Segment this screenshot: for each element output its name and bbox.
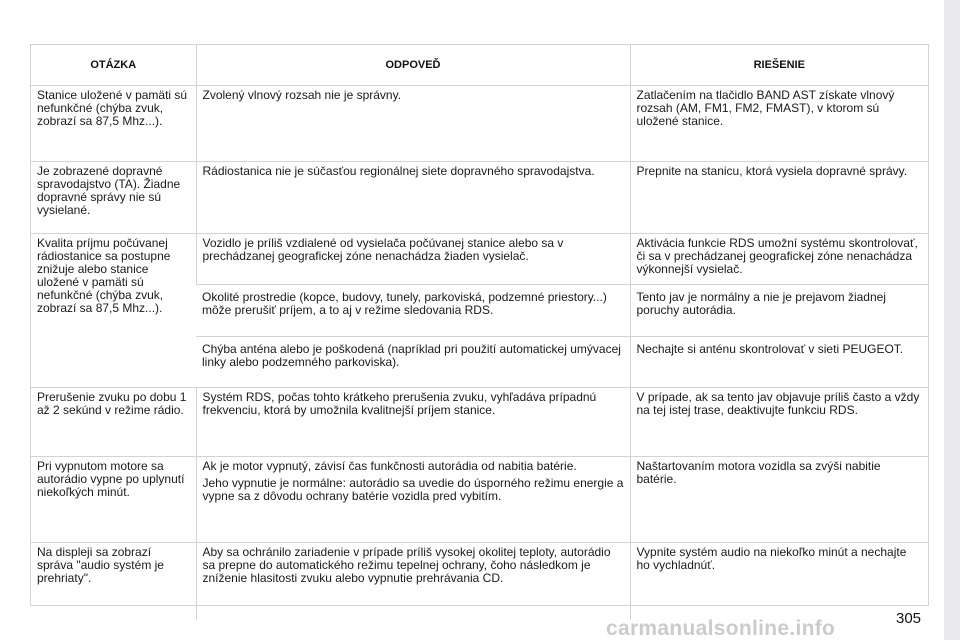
- troubleshooting-table: [30, 44, 929, 606]
- table-row: [31, 543, 928, 621]
- header-solution: RIEŠENIE: [630, 45, 928, 86]
- solution-cell: Aktivácia funkcie RDS umožní systému skontrolovať, či sa v prechádzanej geografickej zóne nenachádza výkonnejší vysielač.: [630, 234, 928, 285]
- answer-cell: Systém RDS, počas tohto krátkeho prerušenia zvuku, vyhľadáva prípadnú frekvenciu, ktorá by umožnila kvalitnejší príjem stanice.: [196, 388, 630, 457]
- answer-cell: [196, 457, 630, 543]
- solution-cell: V prípade, ak sa tento jav objavuje príliš často a vždy na tej istej trase, deaktivujte funkciu RDS.: [630, 388, 928, 457]
- answer-cell: Aby sa ochránilo zariadenie v prípade príliš vysokej okolitej teploty, autorádio sa prepne do automatického režimu tepelnej ochrany, čoho následkom je zníženie hlasitosti zvuku alebo vypnutie prehrávania CD.: [196, 543, 630, 621]
- header-answer: ODPOVEĎ: [196, 45, 630, 86]
- answer-cell: Vozidlo je príliš vzdialené od vysielača počúvanej stanice alebo sa v prechádzanej geografickej zóne nenachádza žiaden vysielač.: [196, 234, 630, 285]
- table-row: [31, 388, 928, 457]
- solution-cell: Tento jav je normálny a nie je prejavom žiadnej poruchy autorádia.: [630, 285, 928, 337]
- page-number: 305: [896, 610, 922, 627]
- solution-cell: Zatlačením na tlačidlo BAND AST získate vlnový rozsah (AM, FM1, FM2, FMAST), v ktorom sú uložené stanice.: [630, 86, 928, 162]
- question-cell: Stanice uložené v pamäti sú nefunkčné (chýba zvuk, zobrazí sa 87,5 Mhz...).: [31, 86, 196, 162]
- question-cell: Kvalita príjmu počúvanej rádiostanice sa postupne znižuje alebo stanice uložené v pamäti sú nefunkčné (chýba zvuk, zobrazí sa 87,5 Mhz...).: [31, 234, 196, 388]
- answer-cell: Chýba anténa alebo je poškodená (napríklad pri použití automatickej umývacej linky alebo podzemného parkoviska).: [196, 337, 630, 388]
- answer-paragraph: Ak je motor vypnutý, závisí čas funkčnosti autorádia od nabitia batérie.: [202, 459, 577, 473]
- header-question: OTÁZKA: [31, 45, 196, 86]
- solution-cell: Nechajte si anténu skontrolovať v sieti PEUGEOT.: [630, 337, 928, 388]
- answer-cell: Rádiostanica nie je súčasťou regionálnej siete dopravného spravodajstva.: [196, 162, 630, 234]
- question-cell: Je zobrazené dopravné spravodajstvo (TA). Žiadne dopravné správy nie sú vysielané.: [31, 162, 196, 234]
- solution-cell: Naštartovaním motora vozidla sa zvýši nabitie batérie.: [630, 457, 928, 543]
- table-row: [31, 457, 928, 543]
- table-row: [31, 86, 928, 162]
- solution-cell: Prepnite na stanicu, ktorá vysiela dopravné správy.: [630, 162, 928, 234]
- table-header-row: [31, 45, 928, 86]
- question-cell: Na displeji sa zobrazí správa "audio systém je prehriaty".: [37, 545, 164, 585]
- answer-cell: Zvolený vlnový rozsah nie je správny.: [196, 86, 630, 162]
- right-sidebar-strip: [944, 0, 960, 640]
- question-cell: Prerušenie zvuku po dobu 1 až 2 sekúnd v režime rádio.: [31, 388, 196, 457]
- question-cell: Pri vypnutom motore sa autorádio vypne po uplynutí niekoľkých minút.: [31, 457, 196, 543]
- answer-cell: Okolité prostredie (kopce, budovy, tunely, parkoviská, podzemné priestory...) môže prerušiť príjem, a to aj v režime sledovania RDS.: [196, 285, 630, 337]
- solution-cell: Vypnite systém audio na niekoľko minút a nechajte ho vychladnúť.: [630, 543, 928, 621]
- table-row: [31, 162, 928, 234]
- faq-table: [31, 45, 928, 620]
- watermark-text: carmanualsonline.info: [606, 617, 836, 640]
- table-row: [31, 234, 928, 285]
- answer-paragraph: Jeho vypnutie je normálne: autorádio sa uvedie do úsporného režimu energie a vypne sa z dôvodu ochrany batérie vozidla pred vybitím.: [202, 476, 624, 503]
